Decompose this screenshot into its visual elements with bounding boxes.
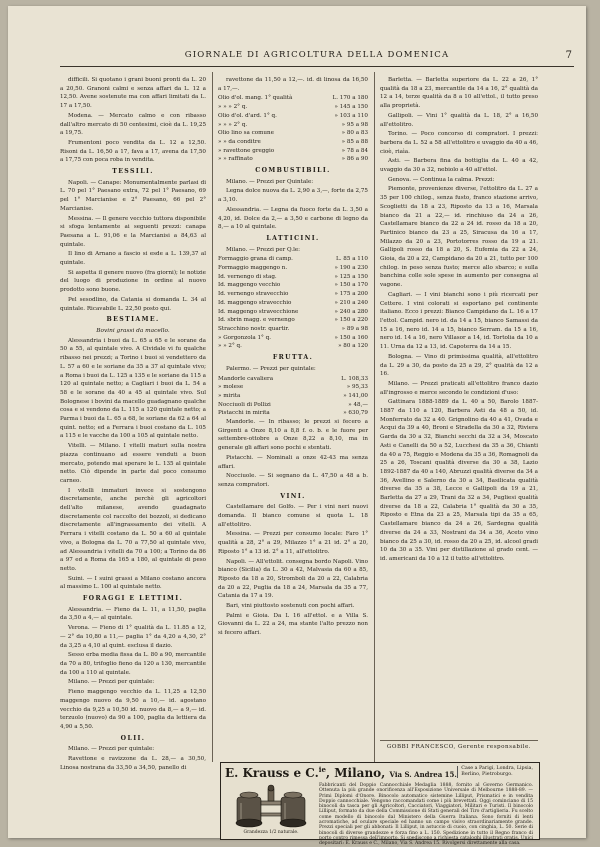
paragraph: Castellamare del Golfo. — Per i vini neri nuovi domanda. Il bianco comune si quota L. 18 all'ettolitro. [218,504,368,528]
price-item: Stracchino nostr. quartir. [218,325,290,332]
paragraph: Cagliari. — I vini bianchi sono i più ricercati per Cettere. I vini colorati si esportano pel continente italiano. Ecco i prezzi: Bianco Campidano da L. 16 a 17 l'ettol. Campid. nero id. da 14 a 15, bianco Samassi da 15 a 16, nero id. 14 a 15, bianco Serram. da 15 a 16, nero id. 14 a 16, nero Villasor a 14, id. Tortolia da 10 a 11. Urna da 12 a 13, id. Capoterra da 14 a 15. [380,291,538,351]
price-item: Id. maggengo stravecchio [218,299,292,306]
price-value: » 210 a 240 [334,299,368,306]
price-value: » 85 a 88 [341,138,368,145]
section-heading: OLII. [120,734,146,742]
price-item: Id. maggengo vecchio [218,282,281,289]
price-row [218,392,368,401]
journal-title: GIORNALE DI AGRICOLTURA DELLA DOMENICA [184,50,450,60]
ad-branches [457,766,533,778]
price-item: Id. vernengo stravecchio [218,291,289,298]
price-row [218,264,368,273]
paragraph: Napoli. — All'ettolit. consegna bordo Napoli. Vino bianco (Sicilia) da L. 30 a 42, Malvasia da 60 a 85, Riposto da 18 a 20, Stromboli da 20 a 22, Calabria da 20 a 22, Puglia da 18 a 24, Marsala da 35 a 77, Catania da 17 a 19. [218,558,368,600]
column-rule [212,72,213,762]
price-item: » » » 2° q. [218,104,248,111]
price-row [218,375,368,384]
paragraph: Messina. — Prezzi per consumo locale: Faro 1° qualità a 28, 2° a 29, Milazzo 1° a 21 id. 2° a 20, Riposto 1° a 13 id. 2° a 11, all'ettolitro. [218,531,368,555]
paragraph: Torino. — Poco concorso di compratori. I prezzi: barbera da L. 52 a 58 all'ettolitro e uvaggio da 40 a 46, cioè, riaìa. [380,131,538,155]
price-item: Mandorle cavaliera [218,375,274,382]
paragraph: Sesso erba media fissa da L. 80 a 90, mercantile da 70 a 80, trifoglio fieno da 120 a 130, mercantile da 100 a 110 al quintale. [60,652,206,676]
ad-branch-line: Case a Parigi, Londra, Lipsia, [461,766,533,771]
price-value: » 80 a 120 [338,343,368,350]
paragraph: Gattinara 1888-1889 da L. 40 a 50, Barolo 1887-1887 da 110 a 120, Barbera Asti da 48 a 50, id. Monferrato da 32 a 40. Grignolino da 40 a 41, Ovada e Acqui da 39 a 40, Broni e Stradella da 30 a 32, Riviera Garda da 30 a 32, Bianchi secchi da 32 a 34, Moscato Asti e Canelli da 50 a 52, Lucchesi da 35 a 36, Chianti da 40 a 75, Reggio e Modena da 35 a 36, Romagnoli da 25 a 26, Toscani qualità diverse da 30 a 38, Lazio 1892-1887 da 40 a 140, Abruzzi qualità diverse da 34 a 36, Avellino e Salerno da 30 a 34, Basilicata qualità diverse da 35 a 38, Lecce e Gallipoli da 19 a 21, Barletta da 27 a 29, Trani da 32 a 34, Pugliesi qualità diverse da 18 a 22, Calabria 1° qualità da 30 a 35, Riposto e Etna da 23 a 25, Marsala tipi da 35 a 65, Castellamare bianco da 24 a 26, Sardegna qualità diverse da 24 a 33, Nostrani da 34 a 36, Aceto vino bianco da 25 a 30, id. rosso da 20 a 25, id. alcool gradi 10 da 30 a 35. Vini per distillazione al grado cent. — id. americani da 10 a 12 il tutto all'ettolitro. [380,399,538,562]
price-item: Id. sbrin magg. e vernengo [218,317,295,324]
price-value: » 150 a 160 [334,334,368,341]
paragraph: Ravettone e ravizzone da L. 28,— a 30,50, Linosa nostrana da 33,50 a 34,50, panello di [60,756,206,771]
price-item: Olio lino sa comune [218,130,274,137]
price-item: Olio d'ol. d'ard. 1° q. [218,112,277,119]
price-value: » 150 a 170 [334,282,368,289]
paragraph: Suini. — I suini grassi a Milano costano ancora al massimo L. 100 al quintale netto. [60,575,206,591]
paragraph: Genova. — Continua la calma. Prezzi: [388,176,495,183]
price-item: Pistacchi in mirita [218,410,270,417]
price-row [218,316,368,325]
ad-company: E. Krauss e C. [225,766,319,780]
price-item: Nocciuoli di Pollizi [218,401,271,408]
paragraph: Pel sesodlino, da Catania si domanda L. 34 al quintale. Ricavabile L. 22,50 posto qui. [60,296,206,312]
section-heading: BESTIAME. [106,316,160,324]
paragraph: Milano. — Prezzi per quintale: [68,679,155,686]
price-row [218,383,368,392]
price-row [218,299,368,308]
paragraph: Bologna. — Vino di primissima qualità, all'ettolitro da L. 29 a 30, da posto da 25 a 29, 2° qualità da 12 a 16. [380,353,538,378]
paragraph: Barletta. — Barletta superiore da L. 22 a 26, 1° qualità da 18 a 23, mercantile da 14 a 16, 2° qualità da 12 a 14, terze qualità da 8 a 10 all'ettol., il tutto preso alla proprietà. [380,77,538,110]
paragraph: Il lino di Arnano a fascio si esde a L. 139,37 al quintale. [60,251,206,267]
column-3 [380,76,538,732]
price-value: » 150 a 220 [334,317,368,324]
price-value: » 48,— [348,401,368,408]
paragraph: Alessandria. — Fieno da L. 11, a 11,50, paglia da 3,50 a 4,— al quintale. [60,606,206,622]
paragraph: Milano. — Prezzi per Q.le: [226,246,301,253]
price-item: Id. vernengo di stag. [218,273,277,280]
ad-title [225,765,457,780]
subsection-heading: Bovini grassi da macello. [96,327,170,334]
paragraph: Pistacchi. — Nominali a onze 42-43 ma senza affari. [218,454,368,470]
price-item: » » raffinato [218,156,253,163]
price-item: » mirita [218,392,241,399]
price-item: Id. maggengo stravecchione [218,308,299,315]
paragraph: Modena. — Mercato calmo e con ribasso dall'altro mercato di 50 centesimi, cioè da L. 19,25 a 19,75. [60,112,206,137]
paragraph: Gallipoli. — Vini 1° qualità da L. 18, 2° a 16,50 all'ettolitro. [380,112,538,128]
price-item: Formaggio grana di camp. [218,256,293,263]
column-rule [374,72,375,762]
price-value: » 86 a 90 [341,156,368,163]
paragraph: Asti. — Barbera fina da bottiglia da L. 40 a 42, uvaggio da 30 a 32, nebiolo a 40 all'ettol. [380,158,538,174]
price-item: » ravettone greggio [218,147,275,154]
section-heading: FRUTTA. [272,354,314,362]
page-number: 7 [565,50,572,61]
price-row [218,342,368,351]
price-value: » 141,00 [343,392,368,399]
section-heading: TESSILI. [112,168,154,176]
price-value: » 190 a 230 [334,265,368,272]
price-item: » » 2° q. [218,343,242,350]
price-item: » » » 2° q. [218,121,248,128]
column-1 [60,76,206,771]
paragraph: Mandorle. — In ribasso; le prezzi si fecero a Girgenti a Onze 8,10 a 8,8 f. o. b. e le fuore per settembre-ottobre a Onze 8,22 a 8,10, ma in generale gli affari sono pochi e stentati. [218,419,368,452]
price-item: » » da conditre [218,138,261,145]
paragraph: Palmi e Gioia. Da L 16 all'ettol. e a Villa S. Giovanni da L. 22 a 24, ma stante l'alto prezzo non si fecero affari. [218,612,368,637]
page-header [60,50,574,67]
paragraph: Napoli. — Canape: Monumentalmente parlasi di L. 70 pel 1° Paesano extra, 72 pel 1° Paesano, 69 pel 1° Marcianise e 2° Paesano, 66 pel 2° Marcianise. [60,179,206,212]
price-row [218,401,368,410]
price-item: » Gorgonzola 1° q. [218,334,271,341]
paragraph: difficili. Si quotano i grani buoni pronti da L. 20 a 20,50. Granoni calmi e senza affari da L. 12 a 12,50. Avene sostenute ma con affari limitati da L. 17 a 17,50. [60,77,206,110]
price-row [218,281,368,290]
price-item: Olio d'ol. mang. 1° qualità [218,95,293,102]
paragraph: Bari, vini piuttosto sostenuti con pochi affari. [226,603,355,610]
price-row [218,409,368,418]
price-row [218,255,368,264]
price-row [218,273,368,282]
section-heading: LATTICINI. [266,234,320,242]
price-row [218,94,368,103]
price-row [218,103,368,112]
price-value: » 175 a 200 [334,291,368,298]
price-value: L. 85 a 110 [336,256,368,263]
paragraph: Piemonte, provenienze diverse, l'ettolitro da L. 27 a 35 per 100 chilog., senza fusto, franco stazione arrivo, Scoglietti da 18 a 23, Riposto da 13 a 16, Marsala bianco da 21 a 22,— id. rinchiuso da 24 a 26, Castellamare bianco da 22 a 24 id. rosso da 18 a 20, Partinico bianco da 23 a 25, Siracusa da 16 a 17, Milazzo da 20 a 23, Portotorres rosso da 19 a 21. Gallipoli rosso da 18 a 20, S. Eufemia da 22 a 24, Gioia, da 20 a 22, Campidano da 20 a 21, tutto per 100 chilog. in peso senza fusto; merce allo sbarco; e sulla banchina colle sole spese in aumento per consegna al vagone. [380,186,538,289]
price-value: » 80 a 83 [341,130,368,137]
price-row [218,155,368,164]
price-value: » 89 a 98 [341,325,368,332]
price-value: » 630,79 [343,410,368,417]
ad-text: Fabbricanti del Doppio Cannocchiale Medaglia 1888, fornito al Governo Germanico. Ottenuta la più grande onorificenza all'Esposizione Universale di Melbourne 1888-89. — Primi Diplomi d'Onore. Binocolo automatico sistemine Lilliput, Prismatici e in vendita Doppio cannocchiale. Vengono raccomandati come i più brevettati. Oggi cominciano di 15 binocoli da tasca per gli Agricoltori, Cacciatori, Viaggiatori, Militari e Turisti. Il binocolo Lilliput, formato da due della Commissione di Stati generali del Tiro d'artiglieria. Fu scelto come modello di binocolo dal Ministero della Guerra Italiana. Sono forniti di lenti acromatiche, ad oculare speciale ed hanno un campo visivo straordinariamente grande. Prezzi speciali per gli abbonati: Il Lilliput, in astuccio di cuoio, con cinghia, L. 50. Serie di binocoli di diverse grandezze e forza fino a L. 150. Spedizione in tutto il Regno franco di porto contro rimessa dell'importo. Si spediscono a richiesta cataloghi illustrati gratis. Unici depositari: E. Krauss e C., Milano, Via S. Andrea 15. Rivolgersi direttamente alla casa. [319,783,533,847]
ad-branch-line: Berlino, Pietroburgo. [461,772,513,777]
price-row [218,290,368,299]
ad-caption: Grandezza 1/2 naturale. [243,830,299,835]
paragraph: Milano. — Prezzi per quintale: [68,746,155,753]
price-row [218,325,368,334]
ad-city: , Milano, [325,766,386,780]
price-row [218,129,368,138]
paragraph: Si aspetta il genere nuovo (fra giorni); le notizie del luogo di produzione in ordine al nuovo prodotto sono buone. [60,269,206,294]
paragraph: Frumentoni poco vendita da L. 12 a 12,50. Risoni da L. 16,50 a 17, fava a 17, avena da 17,50 a 17,75 con poca roba in vendita. [60,139,206,164]
paragraph: Verona. — Fieno di 1° qualità da L. 11.85 a 12,— 2° da 10,80 a 11,— paglia 1° da 4,20 a 4,30, 2° da 3,25 a 4,10 al quint. esclusa il dazio. [60,625,206,649]
price-row [218,121,368,130]
paragraph: Milano. — Prezzi praticati all'ettolitro franco dazio all'ingrosso e merce secondo le condizioni d'uso: [380,380,538,396]
price-value: » 103 a 110 [334,112,368,119]
price-value: L. 108,33 [341,375,368,382]
newspaper-page [8,6,586,847]
price-value: » 125 a 150 [334,273,368,280]
krauss-advertisement [220,762,540,847]
price-item: » molese [218,384,244,391]
ad-company-sup: ie [318,765,326,774]
ad-address: Via S. Andrea 15. [389,770,457,779]
price-value: » 95 a 98 [341,121,368,128]
section-heading: VINI. [280,492,306,500]
price-row [218,138,368,147]
section-heading: FORAGGI E LETTIMI. [82,595,184,603]
price-value: » 145 a 150 [334,104,368,111]
paragraph: Palermo. — Prezzi per quintale: [226,365,316,372]
paragraph: Messina. — Il genere vecchio tuttora disponibile si sfoga lentamente ai seguenti prezzi: canapa Paesana a L. 91,06 e la Marcianisi a 84,63 al quintale. [60,215,206,248]
paragraph: Alessandria. — Legna da fuoco forte da L. 3,50 a 4,20, id. Dolce da 2,— a 3,50 e carbone di legno da 8,— a 10 al quintale. [218,206,368,231]
price-row [218,112,368,121]
paragraph: Nocciuole. — Si segnano da L. 47,50 a 48 a b. senza compratori. [218,473,368,488]
price-row [218,147,368,156]
paragraph: Legna dolce nuova da L. 2,90 a 3,—, forte da 2,75 a 3,10. [218,188,368,204]
column-2 [218,76,368,762]
price-row [218,334,368,343]
price-value: » 240 a 280 [334,308,368,315]
price-value: » 95,33 [346,384,368,391]
price-value: L. 170 a 180 [332,95,368,102]
price-item: Formaggio maggengo n. [218,265,288,272]
paragraph: Alessandria i buoi da L. 65 a 65 e le sorane da 50 a 55, al quintale vivo. A Cividale vi fu qualche ribasso nei prezzi; a Torino i buoi si vendettero da L. 57 a 60 e le soriane da 35 a 37 al quintale vivo; a Roma i buoi da L. 125 a 135 e le soriane da 115 a 120 al quintale netto; a Cagliari i buoi da L. 54 a 58 e le sorane da 40 a 45 al quintale vivo. Sul Bolognese i bovini da macello guadagnano qualche cosa e si vendono da L. 115 a 120 quintale netto; a Parma i buoi da L. 65 a 68, le soriane da 62 a 64 al quint. netto; ed a Ferrara i buoi costano da L. 105 a 115 e le vacche da 100 a 105 al quintale netto. [60,337,206,440]
paragraph: ravettone da 11,50 a 12,—. id. di linosa da 16,50 a 17,—. [218,77,368,92]
editor-signature: GOBBI FRANCESCO, Gerente responsabile. [380,740,538,750]
binoculars-illustration [227,783,315,829]
section-heading: COMBUSTIBILI. [255,167,331,175]
price-value: » 78 a 84 [341,147,368,154]
paragraph: Milano. — Prezzi per Quintale: [226,178,314,185]
paragraph: Fieno maggengo vecchio da L. 11,25 a 12,50 maggengo nuovo da 9,50 a 10,— id. agostano vecchio da 9,25 a 10,50 id. nuovo da 8,— a 9,— id. terzuolo (nuovo) da 90 a 100, paglia da lettiera da 4,90 a 5,50. [60,689,206,730]
paragraph: I vitelli immaturi invece si sostengono discretamente, anche perchè gli agricoltori dell'alto milanese, avendo guadagnato discretamente col raccolto dei bozzoli, si dedicano discretamente all'ingrassamento dei vitelli. A Ferrara i vitelli costano da L. 50 a 60 al quintale vivo, a Bologna da L. 70 a 77,50 al quintale vivo, ad Alessandria i vitelli da 70 a 100; a Torino da 86 a 97 ed a Roma da 165 a 180, al quintale di peso netto. [60,487,206,572]
price-row [218,308,368,317]
paragraph: Vitelli. — Milano. I vitelli maturi sulla nostra piazza continuano ad essere venduti a buon mercato, potendo mai sperare le L. 135 al quintale netto. Ciò dipende in parte dal poco consumo carneo. [60,443,206,484]
